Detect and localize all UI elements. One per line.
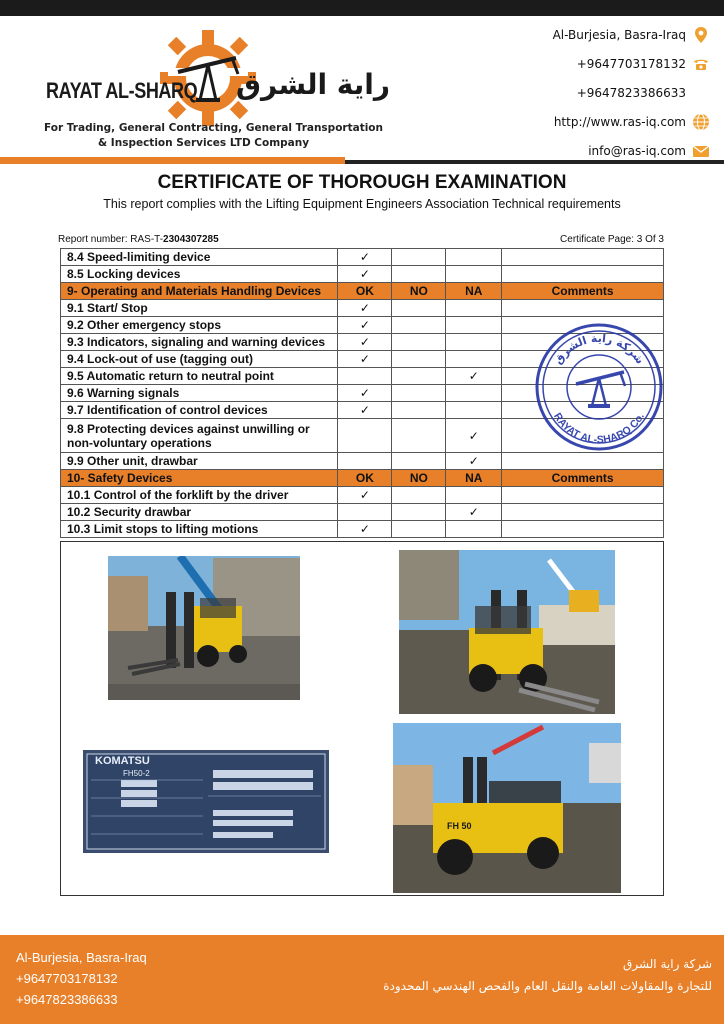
- ok-cell: ✓: [338, 249, 392, 266]
- comments-cell: Comments: [502, 470, 664, 487]
- document-title: CERTIFICATE OF THOROUGH EXAMINATION: [157, 172, 567, 193]
- footer-company-arabic: [383, 953, 712, 997]
- report-meta: [58, 234, 664, 245]
- no-cell: [392, 453, 446, 470]
- footer-arabic-line-2: للتجارة والمقاولات العامة والنقل العام والفحص الهندسي المحدودة: [383, 979, 712, 993]
- row-label: 9.5 Automatic return to neutral point: [61, 368, 338, 385]
- company-logo: [40, 20, 391, 150]
- svg-text:شركة راية الشرق: [551, 332, 646, 367]
- contact-phone-1[interactable]: [510, 49, 710, 78]
- ok-cell: [338, 453, 392, 470]
- globe-icon: [692, 113, 710, 131]
- company-stamp: [534, 322, 664, 452]
- comments-cell: [502, 504, 664, 521]
- na-cell: [446, 487, 502, 504]
- photo-forklift-rear: [399, 550, 615, 714]
- ok-cell: ✓: [338, 385, 392, 402]
- page-footer: [0, 935, 724, 1024]
- blank-icon-slot: [692, 84, 710, 102]
- photo-nameplate: [83, 750, 329, 853]
- photo-forklift-front-left: [108, 556, 300, 700]
- no-cell: [392, 249, 446, 266]
- ok-cell: [338, 368, 392, 385]
- row-label: 10.3 Limit stops to lifting motions: [61, 521, 338, 538]
- no-cell: [392, 385, 446, 402]
- table-row: [61, 487, 664, 504]
- table-row: [61, 504, 664, 521]
- no-cell: [392, 266, 446, 283]
- row-label: 9.2 Other emergency stops: [61, 317, 338, 334]
- no-cell: [392, 504, 446, 521]
- na-cell: [446, 266, 502, 283]
- top-bar: [0, 0, 724, 16]
- contact-email-text[interactable]: info@ras-iq.com: [588, 143, 686, 158]
- row-label: 9.8 Protecting devices against unwilling or non-voluntary operations: [61, 419, 338, 453]
- na-cell: [446, 317, 502, 334]
- report-number-label: Report number: RAS-T-: [58, 234, 164, 245]
- na-cell: ✓: [446, 504, 502, 521]
- no-cell: [392, 334, 446, 351]
- na-cell: ✓: [446, 419, 502, 453]
- logo-text-english: RAYAT AL-SHARQ: [46, 78, 198, 103]
- table-row: [61, 266, 664, 283]
- contact-website[interactable]: [510, 107, 710, 136]
- row-label: 9.9 Other unit, drawbar: [61, 453, 338, 470]
- footer-arabic-line-1: شركة راية الشرق: [623, 957, 712, 971]
- contact-phone-2-text[interactable]: +9647823386633: [576, 85, 686, 100]
- ok-cell: ✓: [338, 334, 392, 351]
- na-cell: NA: [446, 283, 502, 300]
- na-cell: NA: [446, 470, 502, 487]
- ok-cell: ✓: [338, 300, 392, 317]
- no-cell: [392, 368, 446, 385]
- footer-phone-1[interactable]: +9647703178132: [16, 971, 118, 986]
- document-subtitle: This report complies with the Lifting Equipment Engineers Association Technical requirements: [103, 197, 621, 211]
- contact-address: [510, 20, 710, 49]
- table-row: [61, 249, 664, 266]
- logo-tagline-2: & Inspection Services LTD Company: [98, 137, 310, 149]
- table-row: [61, 300, 664, 317]
- table-section-header: [61, 470, 664, 487]
- nameplate-model: FH50-2: [123, 769, 150, 778]
- footer-phone-2[interactable]: +9647823386633: [16, 992, 118, 1007]
- location-pin-icon: [692, 26, 710, 44]
- nameplate-brand: KOMATSU: [95, 755, 150, 767]
- ok-cell: ✓: [338, 351, 392, 368]
- contact-phone-2[interactable]: [510, 78, 710, 107]
- no-cell: [392, 351, 446, 368]
- ok-cell: ✓: [338, 521, 392, 538]
- page-indicator: Certificate Page: 3 Of 3: [560, 234, 664, 245]
- comments-cell: Comments: [502, 283, 664, 300]
- footer-address: Al-Burjesia, Basra-Iraq: [16, 950, 147, 965]
- no-cell: [392, 402, 446, 419]
- stamp-text-arabic: شركة راية الشرق: [551, 331, 647, 367]
- contact-address-text: Al-Burjesia, Basra-Iraq: [552, 27, 686, 42]
- equipment-photos-frame: [60, 541, 664, 896]
- row-label: 9.1 Start/ Stop: [61, 300, 338, 317]
- na-cell: [446, 385, 502, 402]
- ok-cell: [338, 419, 392, 453]
- comments-cell: [502, 300, 664, 317]
- row-label: 10.1 Control of the forklift by the driver: [61, 487, 338, 504]
- comments-cell: [502, 487, 664, 504]
- stamp-text-english: RAYAT AL-SHARQ Co.: [551, 410, 647, 447]
- no-cell: [392, 300, 446, 317]
- ok-cell: ✓: [338, 487, 392, 504]
- table-section-header: [61, 283, 664, 300]
- row-label: 9- Operating and Materials Handling Devices: [61, 283, 338, 300]
- na-cell: ✓: [446, 453, 502, 470]
- comments-cell: [502, 453, 664, 470]
- ok-cell: OK: [338, 283, 392, 300]
- no-cell: [392, 419, 446, 453]
- table-row: [61, 521, 664, 538]
- comments-cell: [502, 266, 664, 283]
- footer-contact-block: [16, 947, 147, 1010]
- na-cell: [446, 300, 502, 317]
- ok-cell: ✓: [338, 266, 392, 283]
- ok-cell: ✓: [338, 317, 392, 334]
- no-cell: [392, 487, 446, 504]
- photo-forklift-side: [393, 723, 621, 893]
- no-cell: NO: [392, 283, 446, 300]
- na-cell: [446, 351, 502, 368]
- row-label: 9.7 Identification of control devices: [61, 402, 338, 419]
- ok-cell: [338, 504, 392, 521]
- row-label: 9.4 Lock-out of use (tagging out): [61, 351, 338, 368]
- comments-cell: [502, 249, 664, 266]
- na-cell: [446, 334, 502, 351]
- row-label: 9.3 Indicators, signaling and warning devices: [61, 334, 338, 351]
- na-cell: [446, 249, 502, 266]
- comments-cell: [502, 521, 664, 538]
- header-accent-bar: [0, 157, 345, 164]
- na-cell: [446, 521, 502, 538]
- row-label: 8.4 Speed-limiting device: [61, 249, 338, 266]
- logo-text-arabic: راية الشرق: [236, 68, 391, 101]
- contact-phone-1-text[interactable]: +9647703178132: [576, 56, 686, 71]
- report-number: [58, 234, 219, 245]
- ok-cell: ✓: [338, 402, 392, 419]
- report-number-value: 2304307285: [163, 234, 219, 245]
- ok-cell: OK: [338, 470, 392, 487]
- no-cell: NO: [392, 470, 446, 487]
- table-row: [61, 453, 664, 470]
- row-label: 10- Safety Devices: [61, 470, 338, 487]
- row-label: 9.6 Warning signals: [61, 385, 338, 402]
- no-cell: [392, 521, 446, 538]
- no-cell: [392, 317, 446, 334]
- email-icon: [692, 142, 710, 160]
- forklift-badge: FH 50: [447, 821, 472, 831]
- na-cell: ✓: [446, 368, 502, 385]
- header-contacts: [510, 20, 710, 165]
- na-cell: [446, 402, 502, 419]
- row-label: 8.5 Locking devices: [61, 266, 338, 283]
- phone-icon: [692, 55, 710, 73]
- logo-tagline-1: For Trading, General Contracting, General Transportation: [44, 122, 383, 134]
- row-label: 10.2 Security drawbar: [61, 504, 338, 521]
- contact-website-text[interactable]: http://www.ras-iq.com: [553, 114, 686, 129]
